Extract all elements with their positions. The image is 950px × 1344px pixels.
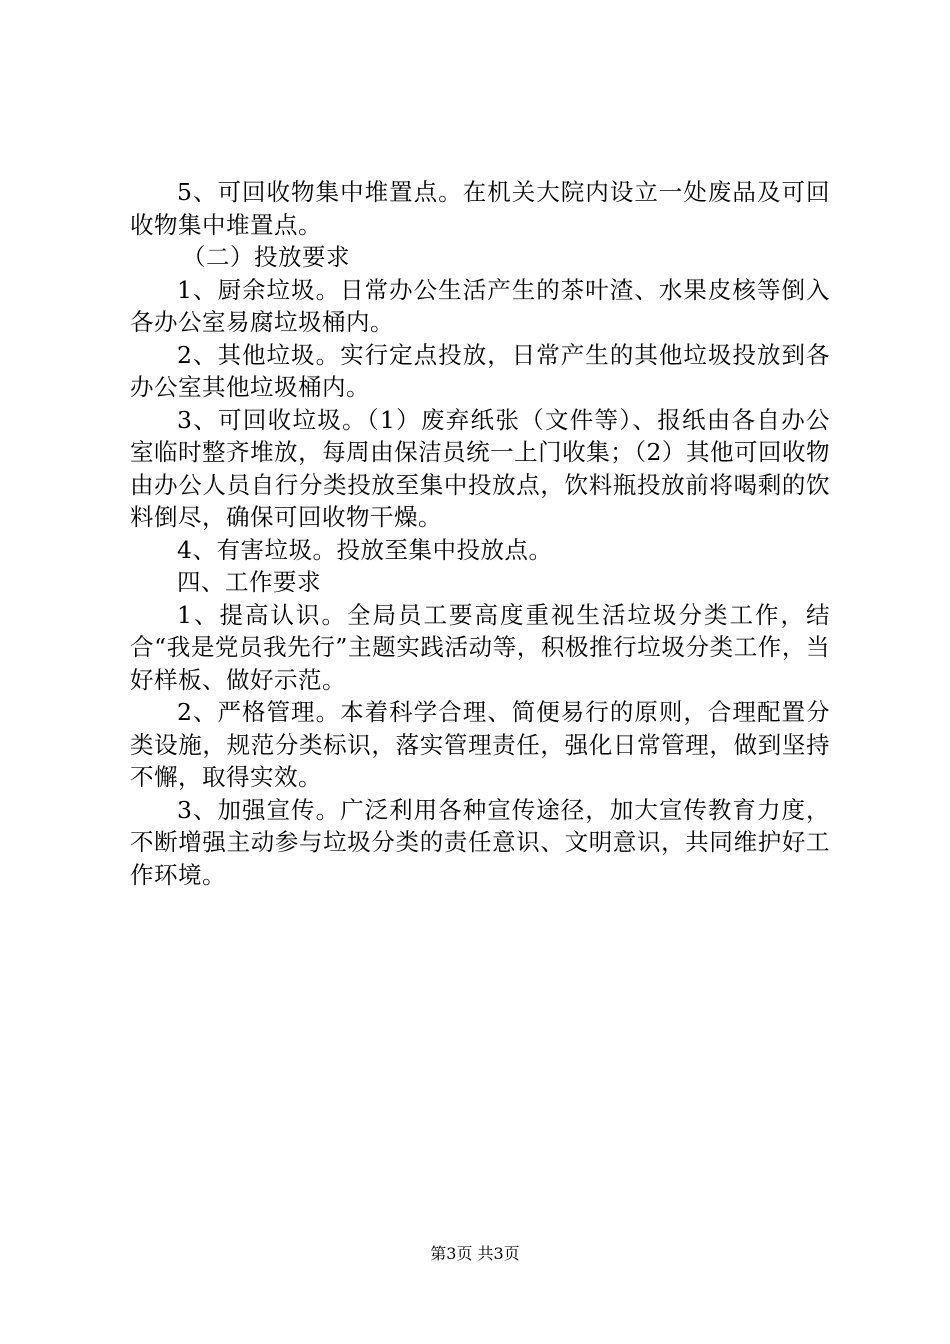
paragraph-kitchen-waste: 1、厨余垃圾。日常办公生活产生的茶叶渣、水果皮核等倒入各办公室易腐垃圾桶内。 — [130, 275, 830, 336]
paragraph-strengthen-publicity: 3、加强宣传。广泛利用各种宣传途径，加大宣传教育力度，不断增强主动参与垃圾分类的责任意识、文明意识，共同维护好工作环境。 — [130, 795, 830, 889]
paragraph-recyclable-collection-point: 5、可回收物集中堆置点。在机关大院内设立一处废品及可回收物集中堆置点。 — [130, 178, 830, 239]
paragraph-strict-management: 2、严格管理。本着科学合理、简便易行的原则，合理配置分类设施，规范分类标识，落实管理责任，强化日常管理，做到坚持不懈，取得实效。 — [130, 698, 830, 791]
paragraph-other-waste: 2、其他垃圾。实行定点投放，日常产生的其他垃圾投放到各办公室其他垃圾桶内。 — [130, 340, 830, 401]
section-heading-work-requirements: 四、工作要求 — [177, 568, 321, 596]
page-footer: 第3页 共3页 — [430, 1244, 520, 1263]
paragraph-hazardous-waste: 4、有害垃圾。投放至集中投放点。 — [177, 535, 553, 564]
document-body — [130, 176, 830, 891]
paragraph-raise-awareness: 1、提高认识。全局员工要高度重视生活垃圾分类工作，结合“我是党员我先行”主题实践活动等，积极推行垃圾分类工作，当好样板、做好示范。 — [130, 600, 830, 694]
paragraph-recyclable-waste: 3、可回收垃圾。（1）废弃纸张（文件等）、报纸由各自办公室临时整齐堆放，每周由保洁员统一上门收集；（2）其他可回收物由办公人员自行分类投放至集中投放点，饮料瓶投放前将喝剩的饮料倒尽，确保可回收物干燥。 — [130, 405, 830, 531]
section-heading-disposal-requirements: （二）投放要求 — [182, 243, 350, 271]
